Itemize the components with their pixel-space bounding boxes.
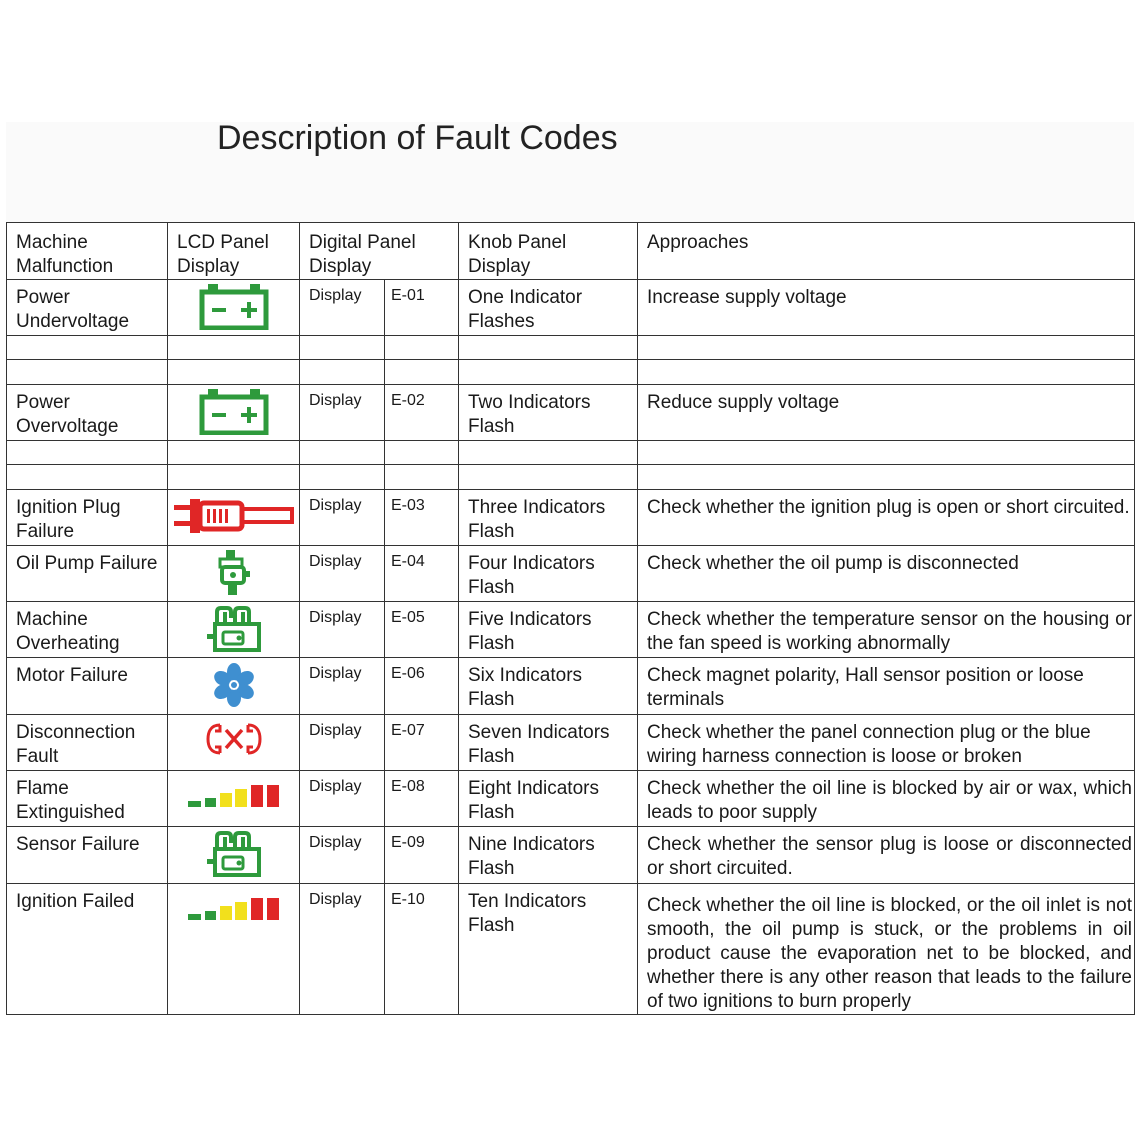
code-cell: E-05 bbox=[385, 602, 459, 658]
code-cell: E-04 bbox=[385, 546, 459, 602]
malfunction-cell: Ignition Plug Failure bbox=[7, 490, 168, 546]
level-bars-icon bbox=[186, 775, 282, 815]
glow-plug-icon bbox=[172, 494, 296, 538]
heater-icon bbox=[205, 831, 263, 877]
blank-row bbox=[7, 465, 1135, 490]
approach-cell: Check whether the oil pump is disconnected bbox=[638, 546, 1135, 602]
battery-icon bbox=[199, 389, 269, 435]
malfunction-cell: Flame Extinguished bbox=[7, 771, 168, 827]
lcd-cell bbox=[168, 546, 300, 602]
code-cell: E-01 bbox=[385, 280, 459, 336]
display-cell: Display bbox=[300, 884, 385, 1015]
approach-cell: Reduce supply voltage bbox=[638, 385, 1135, 441]
page-title: Description of Fault Codes bbox=[217, 119, 618, 157]
code-cell: E-07 bbox=[385, 715, 459, 771]
knob-cell: One Indicator Flashes bbox=[459, 280, 638, 336]
code-cell: E-10 bbox=[385, 884, 459, 1015]
header-knob-panel-display: Knob Panel Display bbox=[459, 223, 638, 280]
code-cell: E-02 bbox=[385, 385, 459, 441]
display-cell: Display bbox=[300, 280, 385, 336]
table-row bbox=[7, 827, 1135, 884]
malfunction-cell: Ignition Failed bbox=[7, 884, 168, 1015]
malfunction-cell: Oil Pump Failure bbox=[7, 546, 168, 602]
table-row bbox=[7, 771, 1135, 827]
malfunction-cell: Machine Overheating bbox=[7, 602, 168, 658]
display-cell: Display bbox=[300, 715, 385, 771]
knob-cell: Four Indicators Flash bbox=[459, 546, 638, 602]
disconnection-icon bbox=[206, 719, 262, 759]
lcd-cell bbox=[168, 385, 300, 441]
blank-row bbox=[7, 336, 1135, 360]
fault-code-table bbox=[6, 222, 1135, 1015]
header-machine-malfunction: Machine Malfunction bbox=[7, 223, 168, 280]
oil-pump-icon bbox=[216, 550, 252, 596]
display-cell: Display bbox=[300, 546, 385, 602]
knob-cell: Seven Indicators Flash bbox=[459, 715, 638, 771]
header-row bbox=[7, 223, 1135, 280]
approach-cell: Check whether the oil line is blocked, or the oil inlet is not smooth, the oil pump is stuck, or the problems in oil product cause the evaporation net to be blocked, and whether there is any other reason that leads to the failure of two ignitions to burn properly bbox=[638, 884, 1135, 1015]
header-lcd-panel-display: LCD Panel Display bbox=[168, 223, 300, 280]
table-row bbox=[7, 658, 1135, 715]
knob-cell: Eight Indicators Flash bbox=[459, 771, 638, 827]
code-cell: E-06 bbox=[385, 658, 459, 715]
approach-cell: Check whether the temperature sensor on the housing or the fan speed is working abnormally bbox=[638, 602, 1135, 658]
lcd-cell bbox=[168, 884, 300, 1015]
battery-icon bbox=[199, 284, 269, 330]
knob-cell: Two Indicators Flash bbox=[459, 385, 638, 441]
display-cell: Display bbox=[300, 602, 385, 658]
code-cell: E-08 bbox=[385, 771, 459, 827]
table-row bbox=[7, 884, 1135, 1015]
lcd-cell bbox=[168, 658, 300, 715]
table-row bbox=[7, 715, 1135, 771]
approach-cell: Check whether the ignition plug is open or short circuited. bbox=[638, 490, 1135, 546]
approach-cell: Check whether the sensor plug is loose or disconnected or short circuited. bbox=[638, 827, 1135, 884]
malfunction-cell: Disconnection Fault bbox=[7, 715, 168, 771]
display-cell: Display bbox=[300, 385, 385, 441]
lcd-cell bbox=[168, 827, 300, 884]
lcd-cell bbox=[168, 771, 300, 827]
header-digital-panel-display: Digital Panel Display bbox=[300, 223, 459, 280]
approach-cell: Check magnet polarity, Hall sensor position or loose terminals bbox=[638, 658, 1135, 715]
display-cell: Display bbox=[300, 658, 385, 715]
display-cell: Display bbox=[300, 490, 385, 546]
lcd-cell bbox=[168, 602, 300, 658]
heater-icon bbox=[205, 606, 263, 652]
display-cell: Display bbox=[300, 771, 385, 827]
table-row bbox=[7, 546, 1135, 602]
table-row bbox=[7, 385, 1135, 441]
malfunction-cell: Motor Failure bbox=[7, 658, 168, 715]
code-cell: E-03 bbox=[385, 490, 459, 546]
table-row bbox=[7, 490, 1135, 546]
fan-icon bbox=[211, 662, 257, 708]
approach-cell: Check whether the panel connection plug or the blue wiring harness connection is loose or broken bbox=[638, 715, 1135, 771]
lcd-cell bbox=[168, 280, 300, 336]
lcd-cell bbox=[168, 715, 300, 771]
approach-cell: Check whether the oil line is blocked by air or wax, which leads to poor supply bbox=[638, 771, 1135, 827]
code-cell: E-09 bbox=[385, 827, 459, 884]
blank-row bbox=[7, 441, 1135, 465]
table-row bbox=[7, 280, 1135, 336]
display-cell: Display bbox=[300, 827, 385, 884]
malfunction-cell: Power Overvoltage bbox=[7, 385, 168, 441]
knob-cell: Three Indicators Flash bbox=[459, 490, 638, 546]
knob-cell: Five Indicators Flash bbox=[459, 602, 638, 658]
blank-row bbox=[7, 360, 1135, 385]
knob-cell: Six Indicators Flash bbox=[459, 658, 638, 715]
approach-cell: Increase supply voltage bbox=[638, 280, 1135, 336]
lcd-cell bbox=[168, 490, 300, 546]
knob-cell: Ten Indicators Flash bbox=[459, 884, 638, 1015]
malfunction-cell: Sensor Failure bbox=[7, 827, 168, 884]
header-approaches: Approaches bbox=[638, 223, 1135, 280]
knob-cell: Nine Indicators Flash bbox=[459, 827, 638, 884]
malfunction-cell: Power Undervoltage bbox=[7, 280, 168, 336]
level-bars-icon bbox=[186, 888, 282, 928]
table-row bbox=[7, 602, 1135, 658]
